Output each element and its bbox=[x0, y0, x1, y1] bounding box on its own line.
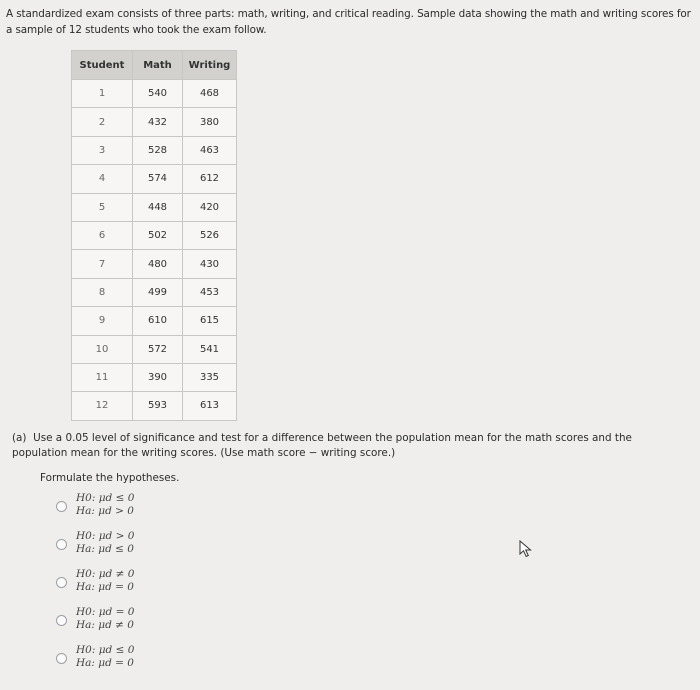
radio-circle-icon[interactable] bbox=[56, 653, 67, 664]
alternative-hypothesis: Ha: μd ≠ 0 bbox=[76, 619, 134, 631]
hypothesis-option-3[interactable] bbox=[56, 568, 134, 606]
cell-student: 5 bbox=[72, 193, 133, 221]
hypothesis-options bbox=[56, 492, 134, 682]
hypothesis-text bbox=[76, 644, 134, 670]
table-row bbox=[72, 193, 237, 221]
cell-writing: 541 bbox=[183, 335, 237, 363]
cell-math: 610 bbox=[133, 307, 183, 335]
alternative-hypothesis: Ha: μd = 0 bbox=[76, 581, 134, 593]
radio-circle-icon[interactable] bbox=[56, 577, 67, 588]
hypothesis-text bbox=[76, 530, 134, 556]
cell-student: 7 bbox=[72, 250, 133, 278]
header-writing: Writing bbox=[183, 51, 237, 80]
header-math: Math bbox=[133, 51, 183, 80]
cell-math: 390 bbox=[133, 363, 183, 391]
cell-math: 502 bbox=[133, 221, 183, 249]
alternative-hypothesis: Ha: μd = 0 bbox=[76, 657, 134, 669]
table-row bbox=[72, 278, 237, 306]
null-hypothesis: H0: μd = 0 bbox=[76, 606, 135, 618]
cell-student: 6 bbox=[72, 221, 133, 249]
cell-math: 593 bbox=[133, 392, 183, 420]
formulate-prompt: Formulate the hypotheses. bbox=[40, 472, 180, 484]
cell-writing: 613 bbox=[183, 392, 237, 420]
part-a-text: Use a 0.05 level of significance and test for a difference between the population mean for the math scores and the population mean for the writing scores. (Use math score − writing score.) bbox=[12, 432, 632, 459]
cell-writing: 615 bbox=[183, 307, 237, 335]
table-row bbox=[72, 165, 237, 193]
mouse-pointer-icon bbox=[519, 540, 533, 558]
table-row bbox=[72, 363, 237, 391]
cell-student: 12 bbox=[72, 392, 133, 420]
scores-table bbox=[71, 50, 237, 421]
table-row bbox=[72, 392, 237, 420]
problem-intro: A standardized exam consists of three parts: math, writing, and critical reading. Sample data showing the math and writing scores for a sample of 12 students who took the exam follow. bbox=[6, 8, 691, 36]
cell-math: 480 bbox=[133, 250, 183, 278]
cell-student: 4 bbox=[72, 165, 133, 193]
cell-writing: 335 bbox=[183, 363, 237, 391]
cell-writing: 430 bbox=[183, 250, 237, 278]
table-row bbox=[72, 136, 237, 164]
cell-writing: 468 bbox=[183, 80, 237, 108]
null-hypothesis: H0: μd ≤ 0 bbox=[76, 644, 135, 656]
table-row bbox=[72, 221, 237, 249]
table-row bbox=[72, 307, 237, 335]
cell-writing: 453 bbox=[183, 278, 237, 306]
cell-student: 9 bbox=[72, 307, 133, 335]
table-row bbox=[72, 335, 237, 363]
cell-writing: 526 bbox=[183, 221, 237, 249]
table-row bbox=[72, 108, 237, 136]
cell-math: 540 bbox=[133, 80, 183, 108]
cell-math: 448 bbox=[133, 193, 183, 221]
table-row bbox=[72, 250, 237, 278]
radio-circle-icon[interactable] bbox=[56, 615, 67, 626]
cell-math: 432 bbox=[133, 108, 183, 136]
scores-table-container bbox=[71, 50, 237, 421]
radio-circle-icon[interactable] bbox=[56, 501, 67, 512]
part-a-question bbox=[12, 431, 682, 461]
hypothesis-text bbox=[76, 568, 134, 594]
cell-writing: 612 bbox=[183, 165, 237, 193]
hypothesis-text bbox=[76, 492, 134, 518]
cell-student: 11 bbox=[72, 363, 133, 391]
part-a-label: (a) bbox=[12, 432, 27, 444]
null-hypothesis: H0: μd ≤ 0 bbox=[76, 492, 135, 504]
alternative-hypothesis: Ha: μd > 0 bbox=[76, 505, 134, 517]
hypothesis-option-1[interactable] bbox=[56, 492, 134, 530]
cell-student: 1 bbox=[72, 80, 133, 108]
table-row bbox=[72, 80, 237, 108]
cell-student: 2 bbox=[72, 108, 133, 136]
null-hypothesis: H0: μd > 0 bbox=[76, 530, 135, 542]
cell-writing: 463 bbox=[183, 136, 237, 164]
cell-math: 572 bbox=[133, 335, 183, 363]
alternative-hypothesis: Ha: μd ≤ 0 bbox=[76, 543, 134, 555]
hypothesis-option-5[interactable] bbox=[56, 644, 134, 682]
cell-student: 8 bbox=[72, 278, 133, 306]
cell-math: 574 bbox=[133, 165, 183, 193]
radio-circle-icon[interactable] bbox=[56, 539, 67, 550]
hypothesis-text bbox=[76, 606, 134, 632]
table-header-row bbox=[72, 51, 237, 80]
hypothesis-option-2[interactable] bbox=[56, 530, 134, 568]
null-hypothesis: H0: μd ≠ 0 bbox=[76, 568, 135, 580]
cell-writing: 380 bbox=[183, 108, 237, 136]
cell-math: 528 bbox=[133, 136, 183, 164]
cell-writing: 420 bbox=[183, 193, 237, 221]
cell-student: 10 bbox=[72, 335, 133, 363]
hypothesis-option-4[interactable] bbox=[56, 606, 134, 644]
cell-math: 499 bbox=[133, 278, 183, 306]
cell-student: 3 bbox=[72, 136, 133, 164]
header-student: Student bbox=[72, 51, 133, 80]
